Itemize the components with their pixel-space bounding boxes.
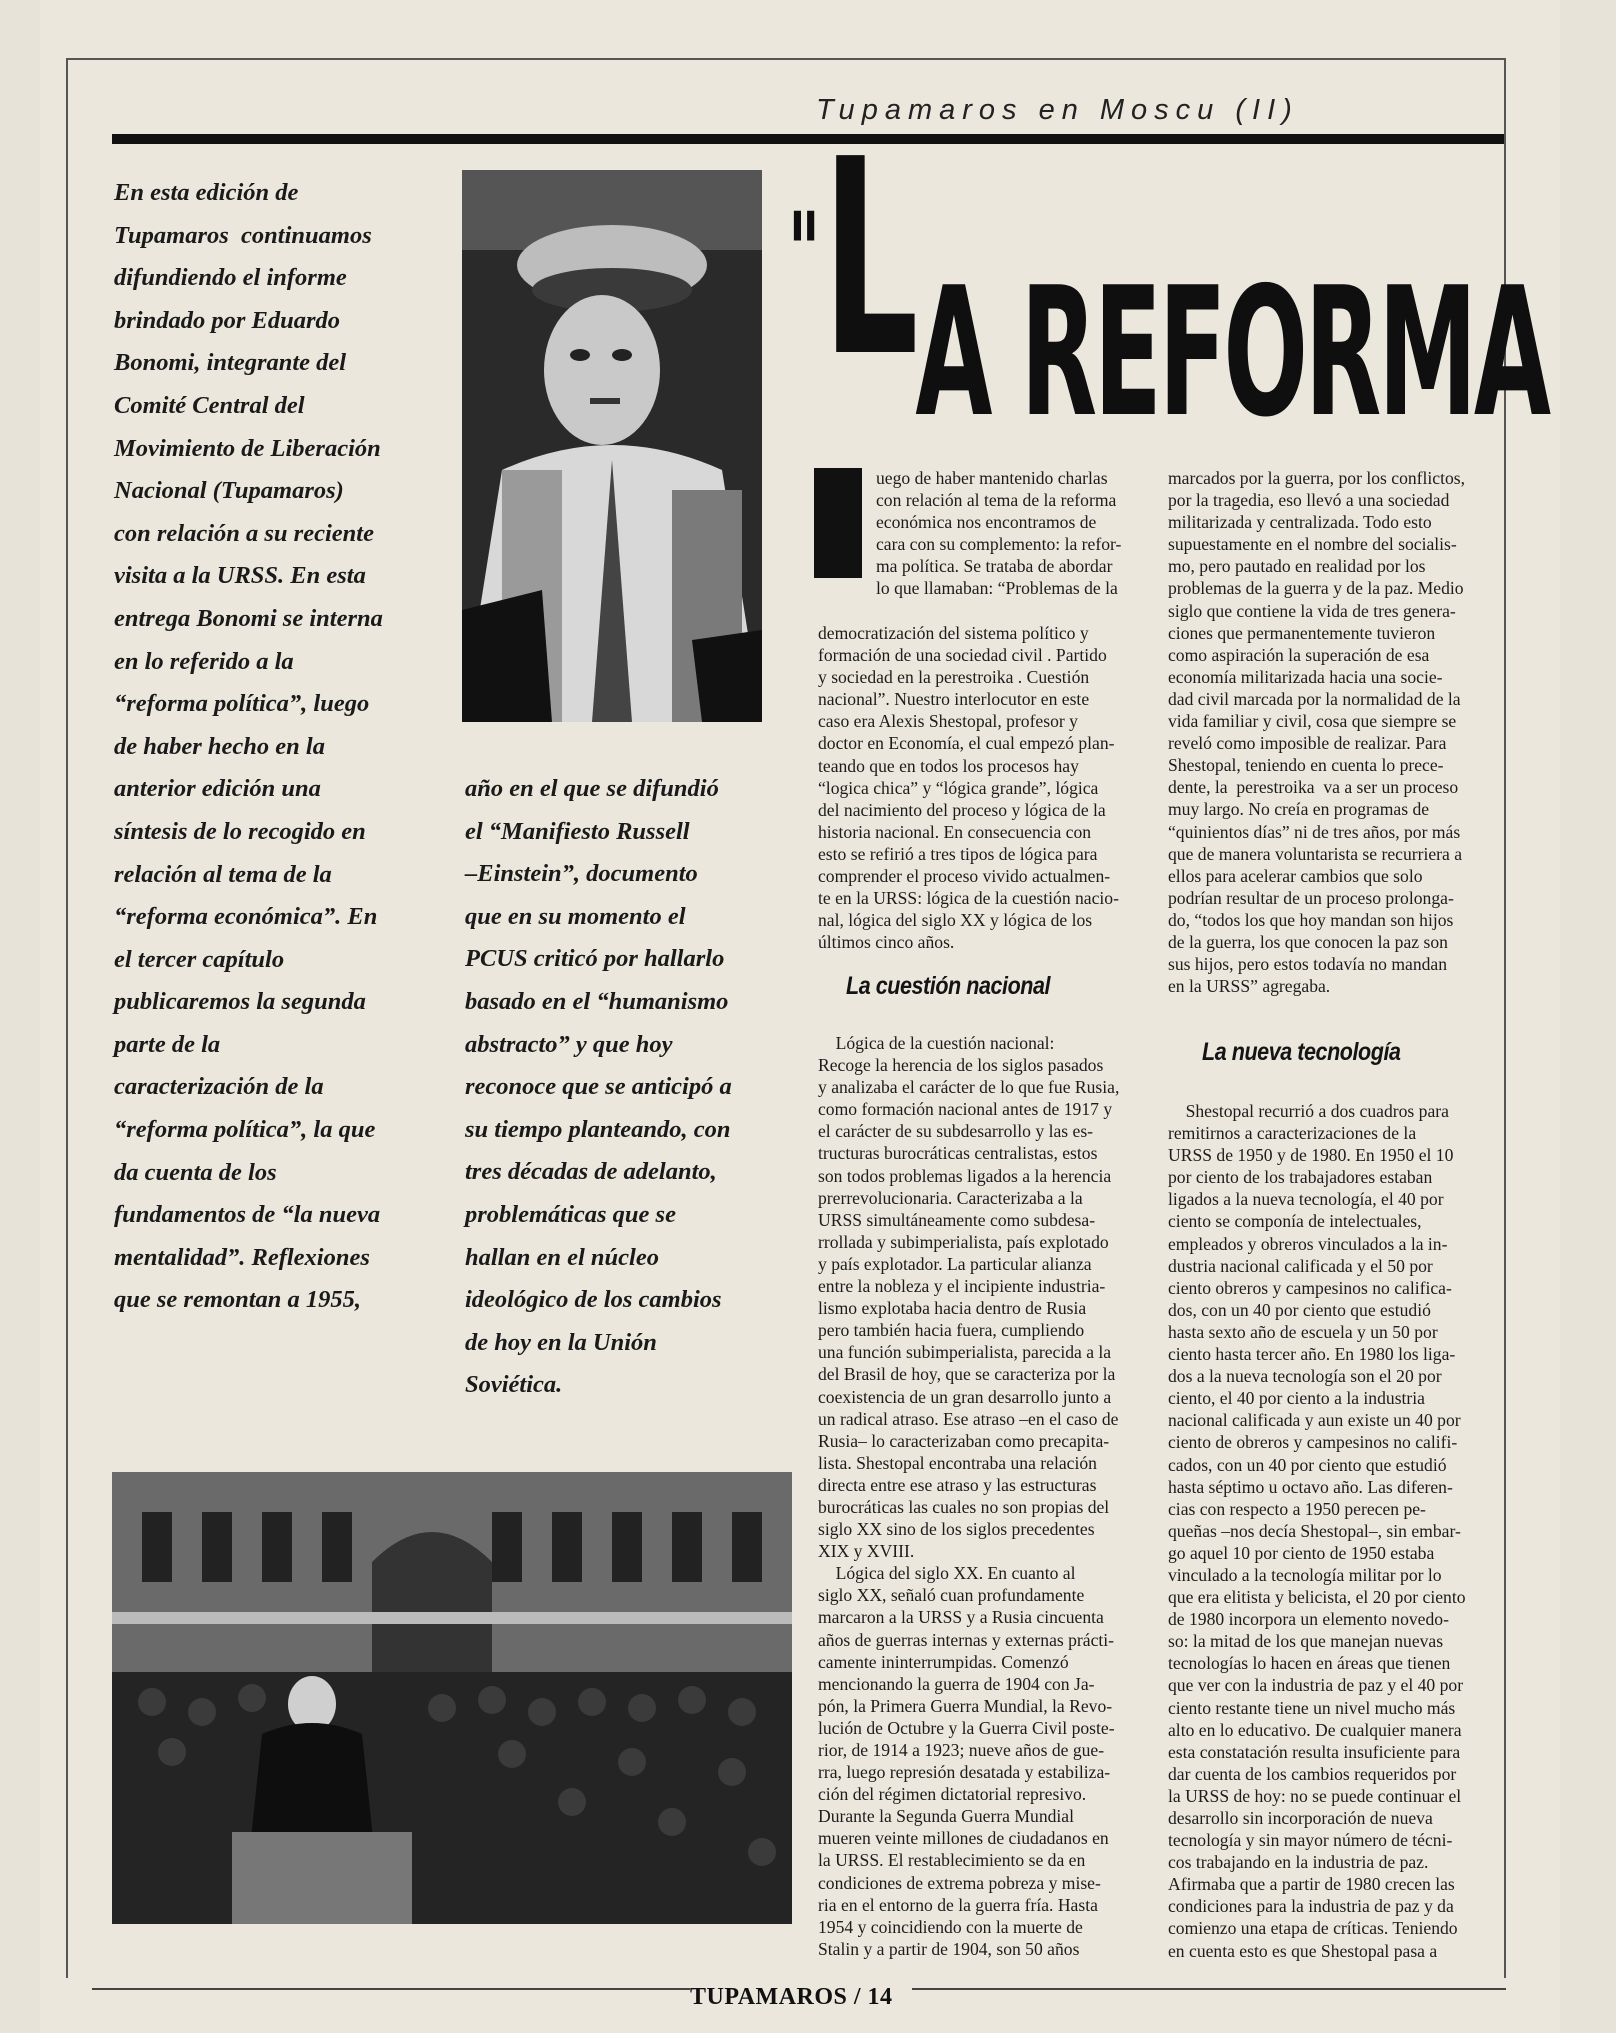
page-frame-top	[66, 58, 1506, 60]
headline-rest: A REFORMA	[915, 249, 1548, 456]
soldier-photo-image	[462, 170, 762, 722]
article-column-3-bottom: Shestopal recurrió a dos cuadros para remitirnos a caracterizaciones de la URSS de 1950 y de 1980. En 1950 el 10 por ciento de los trabajadores estaban ligados a la nueva tecnología, el 40 por ciento se componía de intelectuales, empleados y obreros vinculados a la in- dustria nacional calificada y el 50 por ciento obreros y campesinos no califica- dos, con un 40 por ciento que estudió hasta sexto año de escuela y un 50 por ciento hasta tercer año. En 1980 los liga- dos a la nueva tecnología son el 20 por ciento, el 40 por ciento a la industria nacional calificada y aun existe un 40 por ciento de obreros y campesinos no califi- cados, con un 40 por ciento que estudió hasta séptimo u octavo año. Las diferen- cias con respecto a 1950 perecen pe- queñas –nos decía Shestopal–, sin embar- go aquel 10 por ciento de 1950 estaba vinculado a la tecnología militar por lo que era elitista y belicista, el 20 por ciento de 1980 incorpora un elemento novedo- so: la mitad de los que manejan nuevas tecnologías lo hacen en áreas que tienen que ver con la industria de paz y el 40 por ciento restante tiene un nivel mucho más alto en lo educativo. De cualquier manera esta constatación resulta insuficiente para dar cuenta de los cambios requeridos por la URSS de hoy: no se puede continuar el desarrollo sin incorporación de nueva tecnología y sin mayor número de técni- cos trabajando en la industria de paz. Afirmaba que a partir de 1980 crecen las condiciones para la industria de paz y da comienzo una etapa de críticas. Teniendo en cuenta esto es que Shestopal pasa a	[1168, 1101, 1466, 1961]
intro-text-continued: año en el que se difundió el “Manifiesto Russell –Einstein”, documento que en su momento el PCUS criticó por hallarlo basado en el “humanismo abstracto” y que hoy reconoce que se anticipó a su tiempo planteando, con tres décadas de adelanto, problemáticas que se hallan en el núcleo ideológico de los cambios de hoy en la Unión Soviética.	[465, 775, 732, 1399]
subhead-nueva-tecnologia: La nueva tecnología	[1202, 1038, 1401, 1066]
crowd-photo-image	[112, 1472, 792, 1924]
intro-text: En esta edición de Tupamaros continuamos difundiendo el informe brindado por Eduardo Bonomi, integrante del Comité Central del Movimiento de Liberación Nacional (Tupamaros) con relación a su reciente visita a la URSS. En esta entrega Bonomi se interna en lo referido a la “reforma política”, luego de haber hecho en la anterior edición una síntesis de lo recogido en relación al tema de la “reforma económica”. En el tercer capítulo publicaremos la segunda parte de la caracterización de la “reforma política”, la que da cuenta de los fundamentos de “la nueva mentalidad”. Reflexiones que se remontan a 1955,	[114, 179, 383, 1314]
bleed-through	[198, 60, 217, 126]
article-column-3-top: marcados por la guerra, por los conflictos, por la tragedia, eso llevó a una sociedad militarizada y centralizada. Todo esto supuestamente en el nombre del socialis- mo, pero pautado en realidad por los problemas de la guerra y de la paz. Medio siglo que contiene la vida de tres genera- ciones que permanentemente tuvieron como aspiración la superación de esa economía militarizada hacia una socie- dad civil marcada por la normalidad de la vida familiar y civil, cosa que siempre se reveló como imposible de realizar. Para Shestopal, teniendo en cuenta lo prece- dente, la perestroika va a ser un proceso muy largo. No creía en programas de “quinientos días” ni de tres años, por más que de manera voluntarista se recurriera a ellos para acelerar cambios que solo podrían resultar de un proceso prolonga- do, “todos los que hoy mandan son hijos de la guerra, los que conocen la paz son sus hijos, pero estos todavía no mandan en la URSS” agregaba.	[1168, 468, 1466, 997]
article-column-2-continued: Lógica de la cuestión nacional: Recoge la herencia de los siglos pasados y analizaba el carácter de lo que fue Rusia, como formación nacional antes de 1917 y el carácter de su subdesarrollo y las es- tructuras burocráticas centralistas, estos son todos problemas ligados a la herencia prerrevolucionaria. Caracterizaba a la URSS simultáneamente como subdesa- rrollada y subimperialista, país explotado y país explotador. La particular alianza entre la nobleza y el incipiente industria- lismo explotaba hacia dentro de Rusia pero también hacia fuera, cumpliendo una función subimperialista, parecida a la del Brasil de hoy, que se caracteriza por la coexistencia de un gran desarrollo junto a un radical atraso. Ese atraso –en el caso de Rusia– lo caracterizaban como precapita- lista. Shestopal encontraba una relación directa entre ese atraso y las estructuras burocráticas las cuales no son propias del siglo XX sino de los siglos precedentes XIX y XVIII. Lógica del siglo XX. En cuanto al siglo XX, señaló cuan profundamente marcaron a la URSS y a Rusia cincuenta años de guerras internas y externas prácti- camente ininterrumpidas. Comenzó mencionando la guerra de 1904 con Ja- pón, la Primera Guerra Mundial, la Revo- lución de Octubre y la Guerra Civil poste- rior, de 1914 a 1923; nueve años de gue- rra, luego represión desatada y estabiliza- ción del régimen dictatorial represivo. Durante la Segunda Guerra Mundial mueren veinte millones de ciudadanos en la URSS. El restablecimiento se da en condiciones de extrema pobreza y mise- ria en el entorno de la guerra fría. Hasta 1954 y coincidiendo con la muerte de Stalin y a partir de 1904, son 50 años	[818, 1033, 1120, 1959]
page-footer: TUPAMAROS / 14	[690, 1984, 893, 2010]
section-title: Tupamaros en Moscu (II)	[816, 94, 1299, 126]
footer-rule-right	[912, 1988, 1506, 1990]
article-column-2-body: democratización del sistema político y formación de una sociedad civil . Partido y sociedad en la perestroika . Cuestión nacional”. Nuestro interlocutor en este caso era Alexis Shestopal, profesor y doctor en Economía, el cual empezó plan- teando que en todos los procesos hay “logica chica” y “lógica grande”, lógica del nacimiento del proceso y lógica de la historia nacional. En consecuencia con esto se refirió a tres tipos de lógica para comprender el proceso vivido actualmen- te en la URSS: lógica de la cuestión nacio- nal, lógica del siglo XX y lógica de los últimos cinco años.	[818, 623, 1119, 953]
page-frame-left	[66, 58, 68, 1978]
subhead-cuestion-nacional: La cuestión nacional	[846, 972, 1051, 1000]
headline-first-letter: L	[822, 101, 916, 416]
soldier-photo	[462, 170, 762, 722]
footer-rule-left	[92, 1988, 690, 1990]
crowd-photo	[112, 1472, 792, 1924]
headline-quote: "	[788, 189, 817, 317]
header-rule	[112, 134, 1504, 144]
drop-cap-l	[814, 468, 862, 578]
article-opening-lines: uego de haber mantenido charlas con relación al tema de la reforma económica nos encontramos de cara con su complemento: la refor- ma política. Se trataba de abordar lo que llamaban: “Problemas de la	[876, 468, 1122, 599]
